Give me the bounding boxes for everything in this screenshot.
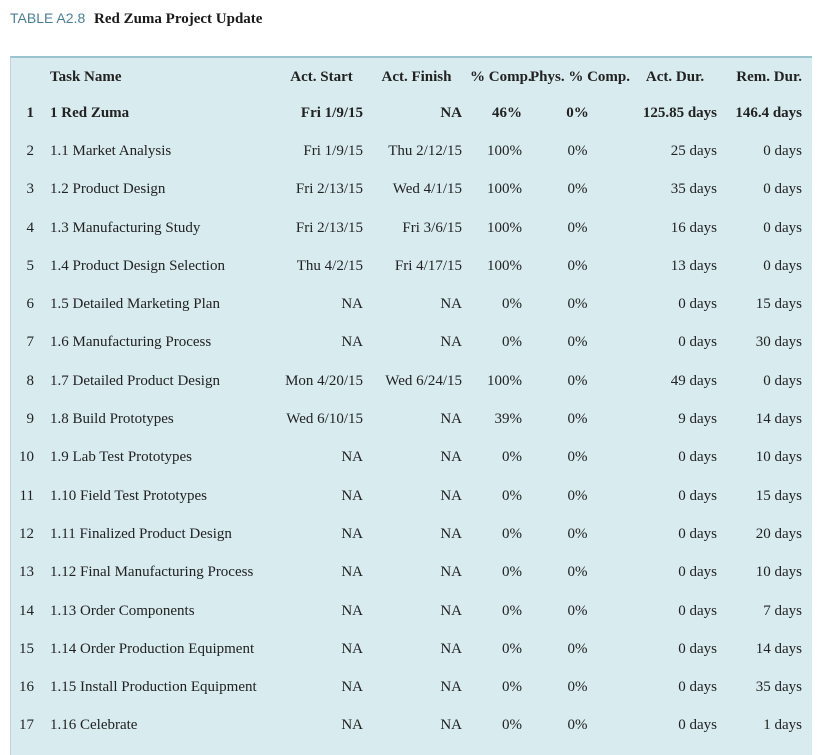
table-caption [10,10,262,28]
cell-act-finish: NA [440,564,462,581]
table-row [11,630,812,668]
cell-id: 6 [26,296,34,313]
cell-phys-percent-comp: 0% [567,334,588,351]
cell-phys-percent-comp: 0% [567,487,588,504]
cell-act-dur: 0 days [678,449,717,466]
header-act-start: Act. Start [290,68,353,85]
table-row [11,171,812,209]
table-row [11,439,812,477]
cell-rem-dur: 14 days [755,640,802,657]
cell-task-name: 1.11 Finalized Product Design [50,525,232,542]
cell-percent-comp: 39% [494,411,522,428]
cell-act-finish: NA [440,602,462,619]
cell-phys-percent-comp: 0% [567,181,588,198]
table-title: Red Zuma Project Update [93,11,263,27]
cell-act-dur: 0 days [678,525,717,542]
cell-percent-comp: 0% [502,717,522,734]
cell-percent-comp: 100% [487,181,522,198]
cell-act-start: NA [341,640,363,657]
cell-act-start: NA [341,717,363,734]
cell-act-start: Fri 1/9/15 [303,142,363,159]
table-row [11,400,812,438]
cell-percent-comp: 0% [502,640,522,657]
cell-rem-dur: 10 days [755,564,802,581]
cell-act-finish: NA [440,640,462,657]
cell-percent-comp: 0% [502,487,522,504]
cell-phys-percent-comp: 0% [567,525,588,542]
cell-task-name: 1.8 Build Prototypes [50,411,174,428]
cell-act-dur: 35 days [670,181,717,198]
cell-percent-comp: 100% [487,142,522,159]
cell-act-dur: 49 days [670,372,717,389]
cell-task-name: 1.16 Celebrate [50,717,138,734]
cell-phys-percent-comp: 0% [567,679,588,696]
cell-act-finish: Wed 4/1/15 [392,181,462,198]
table-row [11,707,812,745]
cell-act-finish: NA [440,296,462,313]
cell-act-start: NA [341,334,363,351]
cell-act-dur: 16 days [670,219,717,236]
cell-phys-percent-comp: 0% [567,717,588,734]
cell-act-dur: 0 days [678,602,717,619]
table-row [11,362,812,400]
cell-phys-percent-comp: 0% [567,449,588,466]
cell-act-dur: 9 days [678,411,717,428]
cell-percent-comp: 100% [487,257,522,274]
cell-act-finish: Thu 2/12/15 [388,142,462,159]
cell-task-name: 1.2 Product Design [50,181,166,198]
cell-rem-dur: 15 days [755,296,802,313]
cell-id: 14 [19,602,34,619]
cell-id: 7 [26,334,34,351]
cell-act-dur: 0 days [678,334,717,351]
header-phys-percent-comp: Phys. % Comp. [530,68,631,85]
cell-id: 1 [26,104,34,121]
cell-rem-dur: 10 days [755,449,802,466]
cell-id: 16 [19,679,34,696]
cell-rem-dur: 15 days [755,487,802,504]
cell-phys-percent-comp: 0% [567,219,588,236]
cell-id: 10 [19,449,34,466]
cell-id: 15 [19,640,34,657]
cell-rem-dur: 0 days [763,219,802,236]
cell-task-name: 1.13 Order Components [50,602,195,619]
header-id [11,58,44,94]
cell-phys-percent-comp: 0% [567,564,588,581]
cell-act-finish: NA [440,487,462,504]
cell-task-name: 1.9 Lab Test Prototypes [50,449,192,466]
cell-id: 2 [26,142,34,159]
cell-percent-comp: 100% [487,219,522,236]
cell-id: 11 [19,487,34,504]
cell-act-start: NA [341,564,363,581]
cell-task-name: 1.15 Install Production Equipment [50,679,257,696]
cell-id: 3 [26,181,34,198]
table-row [11,554,812,592]
cell-id: 12 [19,525,34,542]
cell-phys-percent-comp: 0% [567,142,588,159]
cell-rem-dur: 14 days [755,411,802,428]
cell-percent-comp: 0% [502,564,522,581]
cell-act-finish: NA [440,717,462,734]
cell-percent-comp: 46% [492,104,522,121]
cell-phys-percent-comp: 0% [567,640,588,657]
cell-act-start: NA [341,449,363,466]
header-act-dur: Act. Dur. [645,68,705,85]
cell-id: 17 [19,717,34,734]
cell-act-start: Thu 4/2/15 [296,257,363,274]
cell-act-dur: 0 days [678,564,717,581]
cell-task-name: 1.4 Product Design Selection [50,257,225,274]
project-update-table [11,58,812,745]
cell-phys-percent-comp: 0% [566,104,589,121]
cell-act-finish: Fri 3/6/15 [402,219,462,236]
cell-act-start: NA [341,487,363,504]
cell-rem-dur: 1 days [763,717,802,734]
cell-id: 9 [26,411,34,428]
cell-act-finish: Wed 6/24/15 [385,372,462,389]
table-row [11,94,812,132]
cell-rem-dur: 0 days [763,257,802,274]
cell-task-name: 1.7 Detailed Product Design [50,372,220,389]
cell-act-start: NA [341,525,363,542]
cell-act-finish: Fri 4/17/15 [394,257,462,274]
header-act-finish: Act. Finish [381,68,452,85]
cell-task-name: 1.6 Manufacturing Process [50,334,212,351]
cell-act-finish: NA [440,334,462,351]
table-row [11,285,812,323]
cell-act-dur: 0 days [678,640,717,657]
header-rem-dur: Rem. Dur. [736,68,802,85]
cell-act-start: Mon 4/20/15 [285,372,363,389]
cell-act-start: Wed 6/10/15 [286,411,363,428]
cell-percent-comp: 0% [502,449,522,466]
cell-act-dur: 25 days [670,142,717,159]
cell-act-dur: 0 days [678,296,717,313]
cell-task-name: 1 Red Zuma [50,104,130,121]
project-update-table-container [10,56,812,755]
cell-act-start: NA [341,296,363,313]
header-percent-comp: % Comp. [470,68,532,85]
cell-phys-percent-comp: 0% [567,296,588,313]
cell-act-finish: NA [440,679,462,696]
cell-phys-percent-comp: 0% [567,257,588,274]
cell-percent-comp: 100% [487,372,522,389]
cell-rem-dur: 7 days [763,602,802,619]
table-row [11,477,812,515]
cell-act-finish: NA [440,449,462,466]
cell-rem-dur: 30 days [755,334,802,351]
cell-percent-comp: 0% [502,679,522,696]
cell-rem-dur: 35 days [755,679,802,696]
cell-act-finish: NA [440,104,462,121]
cell-act-start: NA [341,679,363,696]
cell-act-dur: 0 days [678,487,717,504]
cell-rem-dur: 0 days [763,372,802,389]
cell-task-name: 1.12 Final Manufacturing Process [50,564,254,581]
cell-percent-comp: 0% [502,296,522,313]
cell-task-name: 1.10 Field Test Prototypes [50,487,208,504]
cell-percent-comp: 0% [502,525,522,542]
cell-rem-dur: 0 days [763,181,802,198]
cell-act-start: NA [341,602,363,619]
table-row [11,247,812,285]
cell-task-name: 1.5 Detailed Marketing Plan [50,296,220,313]
cell-id: 8 [26,372,34,389]
cell-rem-dur: 20 days [755,525,802,542]
cell-act-start: Fri 1/9/15 [300,104,363,121]
cell-id: 13 [19,564,34,581]
cell-act-finish: NA [440,525,462,542]
cell-act-dur: 13 days [670,257,717,274]
cell-phys-percent-comp: 0% [567,602,588,619]
cell-act-finish: NA [440,411,462,428]
cell-id: 4 [26,219,34,236]
header-row [11,58,812,94]
table-row [11,515,812,553]
cell-id: 5 [26,257,34,274]
cell-act-dur: 0 days [678,679,717,696]
cell-task-name: 1.3 Manufacturing Study [50,219,201,236]
table-row [11,592,812,630]
cell-task-name: 1.14 Order Production Equipment [50,640,255,657]
cell-act-start: Fri 2/13/15 [295,181,363,198]
table-row [11,324,812,362]
table-number: TABLE A2.8 [10,10,86,26]
header-task-name: Task Name [50,68,122,85]
cell-percent-comp: 0% [502,602,522,619]
cell-phys-percent-comp: 0% [567,372,588,389]
cell-task-name: 1.1 Market Analysis [50,142,172,159]
table-row [11,132,812,170]
cell-act-start: Fri 2/13/15 [295,219,363,236]
table-row [11,668,812,706]
cell-rem-dur: 146.4 days [735,104,802,121]
cell-rem-dur: 0 days [763,142,802,159]
cell-act-dur: 0 days [678,717,717,734]
cell-act-dur: 125.85 days [642,104,717,121]
table-row [11,209,812,247]
cell-percent-comp: 0% [502,334,522,351]
cell-phys-percent-comp: 0% [567,411,588,428]
